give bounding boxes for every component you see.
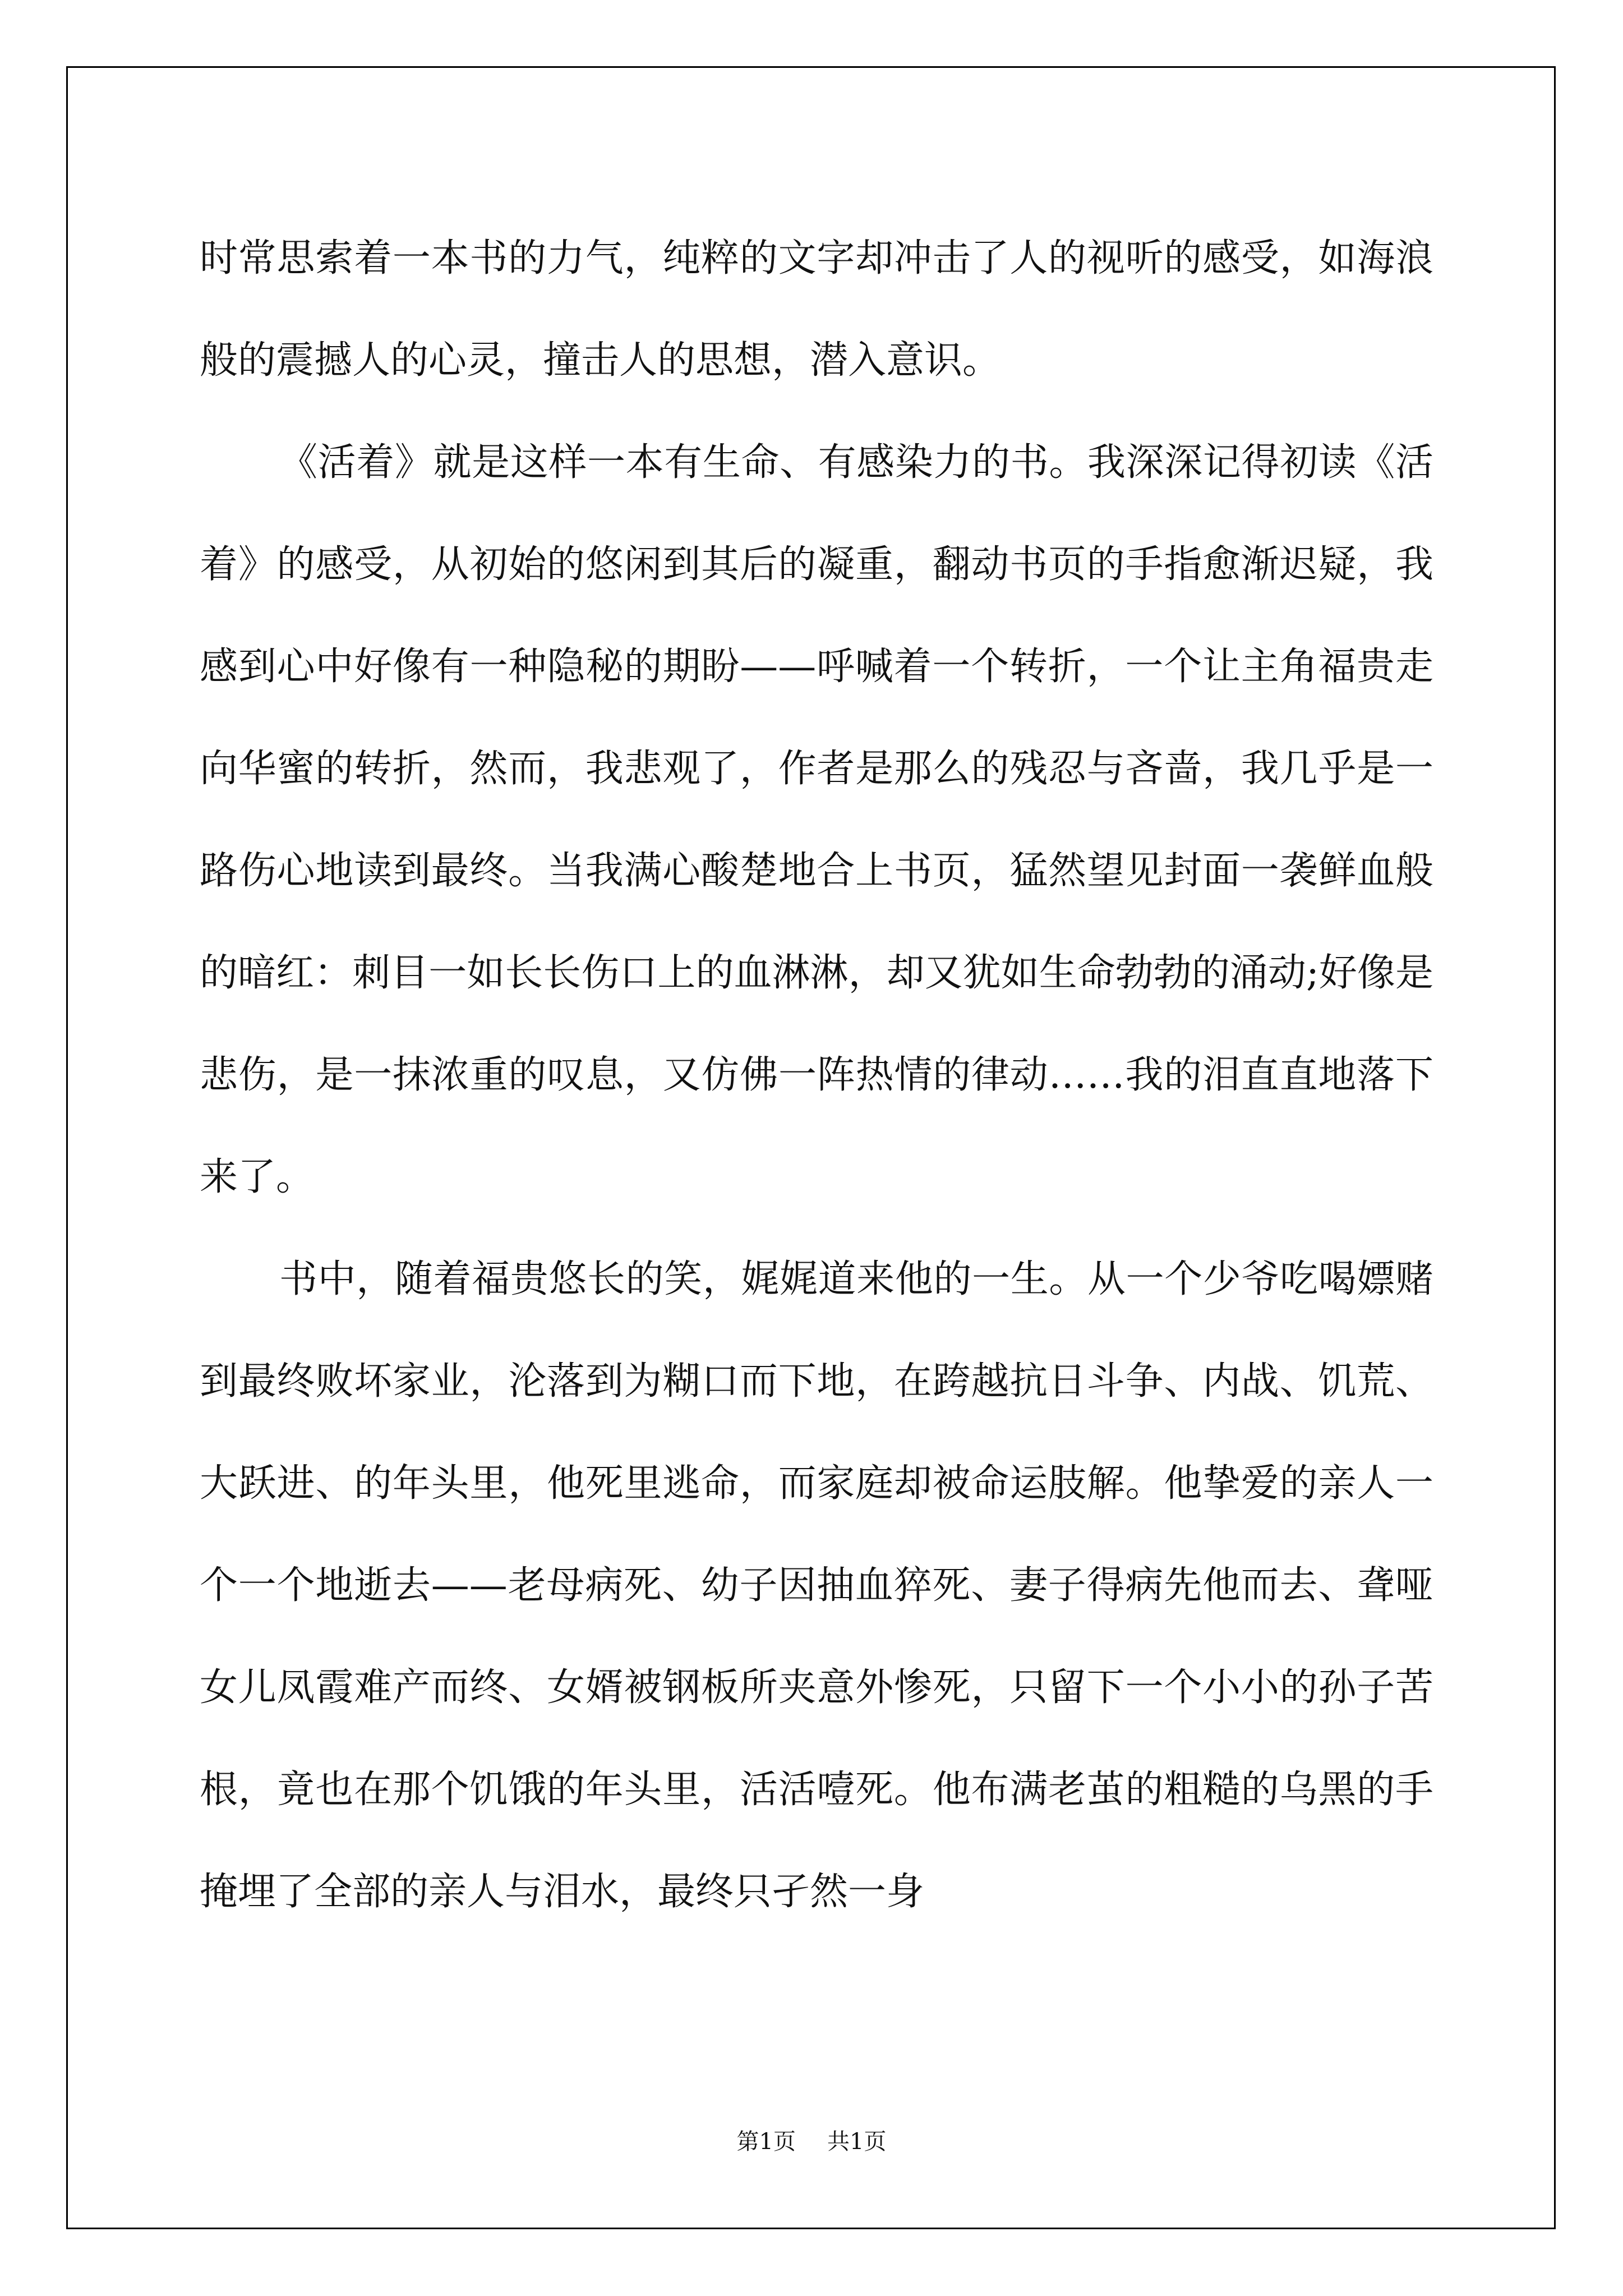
document-body bbox=[200, 208, 1433, 1943]
page-total: 共1页 bbox=[827, 2129, 887, 2155]
paragraph-1: 时常思索着一本书的力气，纯粹的文字却冲击了人的视听的感受，如海浪般的震撼人的心灵，撞击人的思想，潜入意识。 bbox=[200, 236, 1433, 383]
page-footer bbox=[0, 2124, 1623, 2156]
paragraph-3: 书中，随着福贵悠长的笑，娓娓道来他的一生。从一个少爷吃喝嫖赌到最终败坏家业，沦落到为糊口而下地，在跨越抗日斗争、内战、饥荒、大跃进、的年头里，他死里逃命，而家庭却被命运肢解。他挚爱的亲人一个一个地逝去——老母病死、幼子因抽血猝死、妻子得病先他而去、聋哑女儿凤霞难产而终、女婿被钢板所夹意外惨死，只留下一个小小的孙子苦根，竟也在那个饥饿的年头里，活活噎死。他布满老茧的粗糙的乌黑的手掩埋了全部的亲人与泪水，最终只孑然一身 bbox=[200, 1257, 1433, 1914]
page-number: 第1页 bbox=[736, 2129, 796, 2155]
paragraph-2: 《活着》就是这样一本有生命、有感染力的书。我深深记得初读《活着》的感受，从初始的悠闲到其后的凝重，翻动书页的手指愈渐迟疑，我感到心中好像有一种隐秘的期盼——呼喊着一个转折，一个让主角福贵走向华蜜的转折，然而，我悲观了，作者是那么的残忍与吝啬，我几乎是一路伤心地读到最终。当我满心酸楚地合上书页，猛然望见封面一袭鲜血般的暗红：刺目一如长长伤口上的血淋淋，却又犹如生命勃勃的涌动;好像是悲伤，是一抹浓重的叹息，又仿佛一阵热情的律动……我的泪直直地落下来了。 bbox=[200, 440, 1433, 1199]
